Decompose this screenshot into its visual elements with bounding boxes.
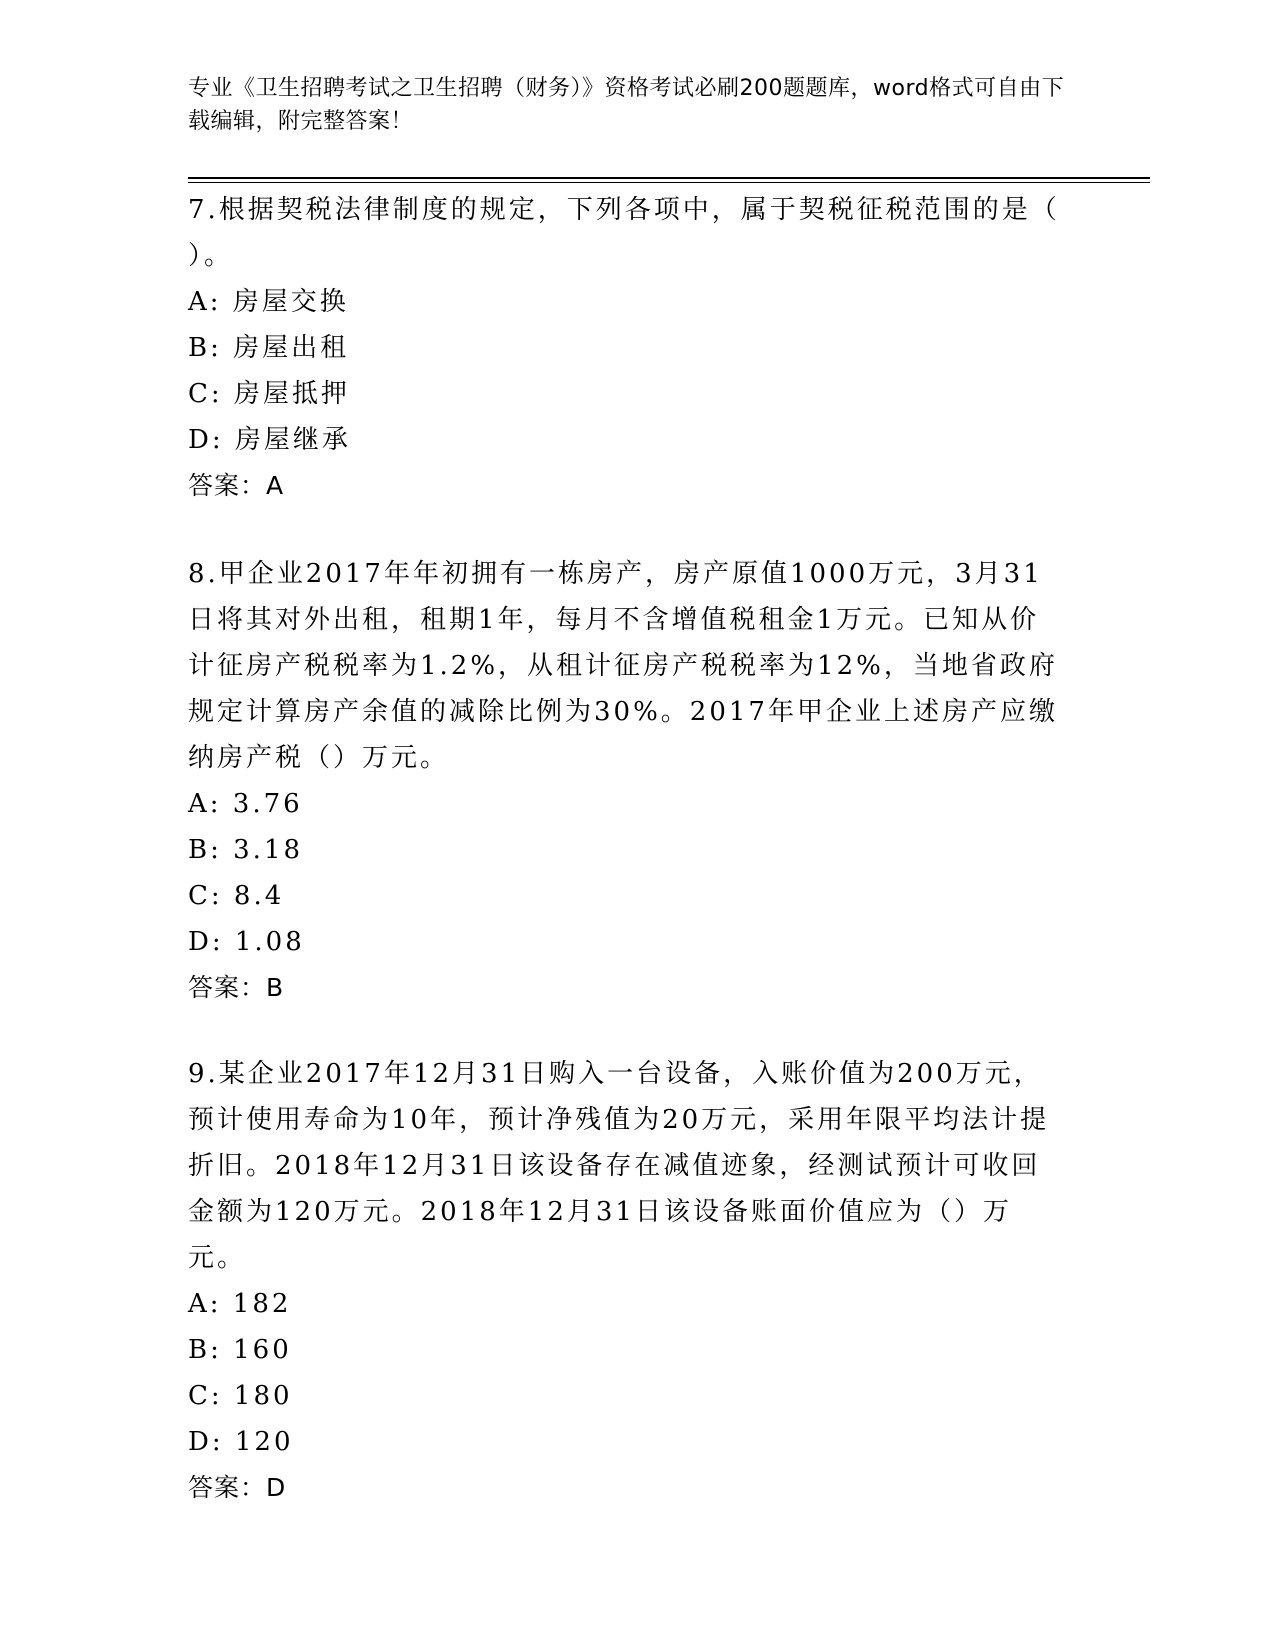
- answer: 答案：D: [188, 1473, 287, 1502]
- option-b: B: 3.18: [188, 835, 304, 865]
- answer: 答案：A: [188, 471, 285, 500]
- option-c: C: 180: [188, 1381, 293, 1411]
- option-d: D: 120: [188, 1427, 294, 1457]
- option-c: C: 房屋抵押: [188, 379, 350, 409]
- header-divider-thin: [188, 182, 1150, 183]
- option-c: C: 8.4: [188, 881, 285, 911]
- option-a: A: 房屋交换: [188, 287, 349, 317]
- question-stem: 7.根据契税法律制度的规定，下列各项中，属于契税征税范围的是（ ）。: [188, 195, 1060, 271]
- question-stem: 8.甲企业2017年年初拥有一栋房产，房产原值1000万元，3月31日将其对外出租，租期1年，每月不含增值税租金1万元。已知从价计征房产税税率为1.2%，从租计征房产税税率为12%，当地省政府规定计算房产余值的减除比例为30%。2017年甲企业上述房产应缴纳房产税（）万元。: [188, 559, 1058, 773]
- option-a: A: 3.76: [188, 789, 303, 819]
- answer: 答案：B: [188, 973, 285, 1002]
- question-8: [188, 551, 1068, 1011]
- question-7: [188, 187, 1068, 509]
- question-9: [188, 1051, 1068, 1511]
- option-a: A: 182: [188, 1289, 292, 1319]
- option-b: B: 160: [188, 1335, 292, 1365]
- option-d: D: 房屋继承: [188, 425, 351, 455]
- question-stem: 9.某企业2017年12月31日购入一台设备，入账价值为200万元，预计使用寿命为10年，预计净残值为20万元，采用年限平均法计提折旧。2018年12月31日该设备存在减值迹象，经测试预计可收回金额为120万元。2018年12月31日该设备账面价值应为（）万元。: [188, 1059, 1050, 1273]
- document-header: 专业《卫生招聘考试之卫生招聘（财务）》资格考试必刷200题题库，word格式可自由下载编辑，附完整答案！: [188, 76, 1065, 134]
- header-divider: [188, 177, 1150, 179]
- option-d: D: 1.08: [188, 927, 305, 957]
- option-b: B: 房屋出租: [188, 333, 350, 363]
